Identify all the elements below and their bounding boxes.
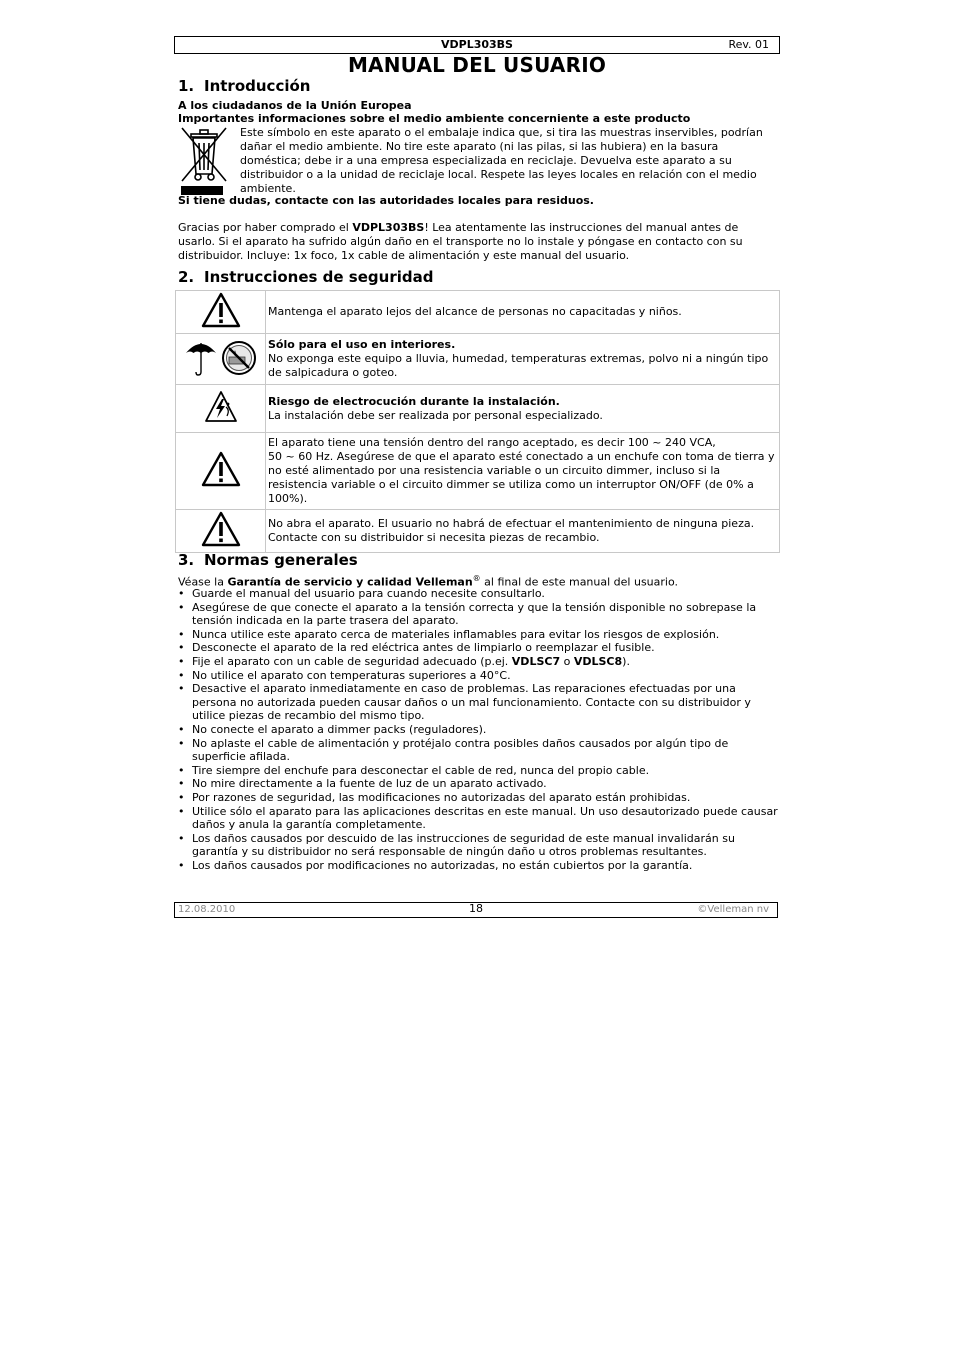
section-title: Normas generales [204,551,358,569]
safety-table [175,290,780,553]
cable-model-1: VDLSC7 [511,654,561,668]
cable-item-post: ). [622,654,630,668]
list-item: • No conecte el aparato a dimmer packs (reguladores). [178,723,778,737]
section-heading-general [178,551,358,569]
thanks-post: ! Lea atentamente las instrucciones del manual antes de usarlo. Si el aparato ha sufrido algún daño en el transporte no lo instale y póngase en contacto con su distribuidor. Incluye: 1x foco, 1x cable de alimentación y este manual del usuario. [178,221,743,262]
footer-date: 12.08.2010 [178,904,236,915]
list-item [178,655,778,669]
header-model: VDPL303BS [441,38,513,51]
list-item: • Los daños causados por modificaciones no autorizadas, no están cubiertos por la garantía. [178,859,778,873]
safety-row [176,510,780,553]
safety-text-cell [266,291,780,334]
cable-item-pre: Fije el aparato con un cable de seguridad adecuado (p.ej. [192,654,512,668]
safety-row [176,385,780,433]
safety-icon-cell [176,510,266,553]
list-item: • Guarde el manual del usuario para cuando necesite consultarlo. [178,587,778,601]
safety-row [176,433,780,510]
section-title: Instrucciones de seguridad [204,268,434,286]
page-number: 18 [469,902,483,915]
list-item: • Tire siempre del enchufe para desconectar el cable de red, nunca del propio cable. [178,764,778,778]
page-title: MANUAL DEL USUARIO [347,53,607,77]
crossed-bin-icon [178,125,230,197]
weee-text: Este símbolo en este aparato o el embalaje indica que, si tira las muestras inservibles, podrían dañar el medio ambiente. No tire este aparato (ni las pilas, si las hubiera) en la basura doméstica; debe ir a una empresa especializada en reciclaje. Devuelva este aparato a su distribuidor o a la unidad de reciclaje local. Respete las leyes locales en relación con el medio ambiente. [240,126,763,195]
list-item: • Utilice sólo el aparato para las aplicaciones descritas en este manual. Un uso desautorizado puede causar daños y anula la garantía completamente. [178,805,778,832]
list-item: • Desactive el aparato inmediatamente en caso de problemas. Las reparaciones efectuadas por una persona no autorizada pueden causar daños o un mal funcionamiento. Contacte con su distribuidor y utilice piezas de recambio del mismo tipo. [178,682,778,723]
safety-row [176,334,780,385]
footer-copyright: ©Velleman nv [697,904,769,915]
warning-icon [201,511,241,547]
list-item: • Por razones de seguridad, las modificaciones no autorizadas del aparato están prohibidas. [178,791,778,805]
list-item: • No aplaste el cable de alimentación y protéjalo contra posibles daños causados por algún tipo de superficie afilada. [178,737,778,764]
thanks-paragraph [178,221,778,263]
electric-shock-icon [204,390,238,424]
list-item: • No mire directamente a la fuente de luz de un aparato activado. [178,777,778,791]
section-heading-safety [178,268,433,286]
general-intro-post: al final de este manual del usuario. [480,575,679,589]
thanks-model: VDPL303BS [352,221,425,234]
safety-icon-cell [176,291,266,334]
safety-text: Mantenga el aparato lejos del alcance de personas no capacitadas y niños. [268,305,682,318]
eu-heading: A los ciudadanos de la Unión Europea [178,99,412,112]
list-item: • Nunca utilice este aparato cerca de materiales inflamables para evitar los riesgos de explosión. [178,628,778,642]
section-number: 3. [178,551,195,569]
safety-icon-cell [176,385,266,433]
thanks-pre: Gracias por haber comprado el [178,221,353,234]
page-footer [174,902,778,918]
safety-row [176,291,780,334]
doubt-text: Si tiene dudas, contacte con las autoridades locales para residuos. [178,194,594,207]
umbrella-icon [186,343,216,375]
safety-text-cell [266,510,780,553]
safety-text-cell [266,334,780,385]
list-item: • Desconecte el aparato de la red eléctrica antes de limpiarlo o reemplazar el fusible. [178,641,778,655]
safety-title: Riesgo de electrocución durante la instalación. [268,394,560,408]
warranty-reference: Garantía de servicio y calidad Velleman [227,575,473,589]
general-rules-list [178,587,778,872]
safety-text: La instalación debe ser realizada por personal especializado. [268,408,603,422]
header-revision: Rev. 01 [728,38,769,51]
safety-text-cell [266,433,780,510]
general-intro-pre: Véase la [178,575,228,589]
cable-item-mid: o [560,654,574,668]
safety-icon-cell [176,433,266,510]
safety-icon-cell [176,334,266,385]
list-item: • No utilice el aparato con temperaturas superiores a 40°C. [178,669,778,683]
list-item: • Asegúrese de que conecte el aparato a la tensión correcta y que la tensión disponible no sobrepase la tensión indicada en la parte trasera del aparato. [178,601,778,628]
safety-text-cell [266,385,780,433]
safety-text-line: El aparato tiene una tensión dentro del rango aceptado, es decir 100 ~ 240 VCA, [268,436,716,449]
no-water-icon [223,342,255,374]
warning-icon [201,451,241,487]
page-header [174,36,780,54]
safety-text: No abra el aparato. El usuario no habrá de efectuar el mantenimiento de ninguna pieza. Contacte con su distribuidor si necesita piezas de recambio. [268,517,755,544]
warning-icon [201,292,241,328]
indoor-use-icon [183,337,259,377]
safety-text: 50 ~ 60 Hz. Asegúrese de que el aparato esté conectado a un enchufe con toma de tierra y no esté alimentado por una resistencia variable o un circuito dimmer, incluso si la resistencia variable o el circuito dimmer se utiliza como un interruptor ON/OFF (de 0% a 100%). [268,450,775,505]
environment-heading: Importantes informaciones sobre el medio ambiente concerniente a este producto [178,112,691,125]
safety-text: No exponga este equipo a lluvia, humedad, temperaturas extremas, polvo ni a ningún tipo de salpicadura o goteo. [268,352,769,379]
list-item: • Los daños causados por descuido de las instrucciones de seguridad de este manual invalidarán su garantía y su distribuidor no será responsable de ningún daño u otros problemas resultantes. [178,832,778,859]
cable-model-2: VDLSC8 [573,654,623,668]
section-heading-intro [178,77,310,95]
registered-mark: ® [472,574,481,583]
section-number: 2. [178,268,195,286]
safety-title: Sólo para el uso en interiores. [268,338,456,351]
section-number: 1. [178,77,195,95]
section-title: Introducción [204,77,311,95]
